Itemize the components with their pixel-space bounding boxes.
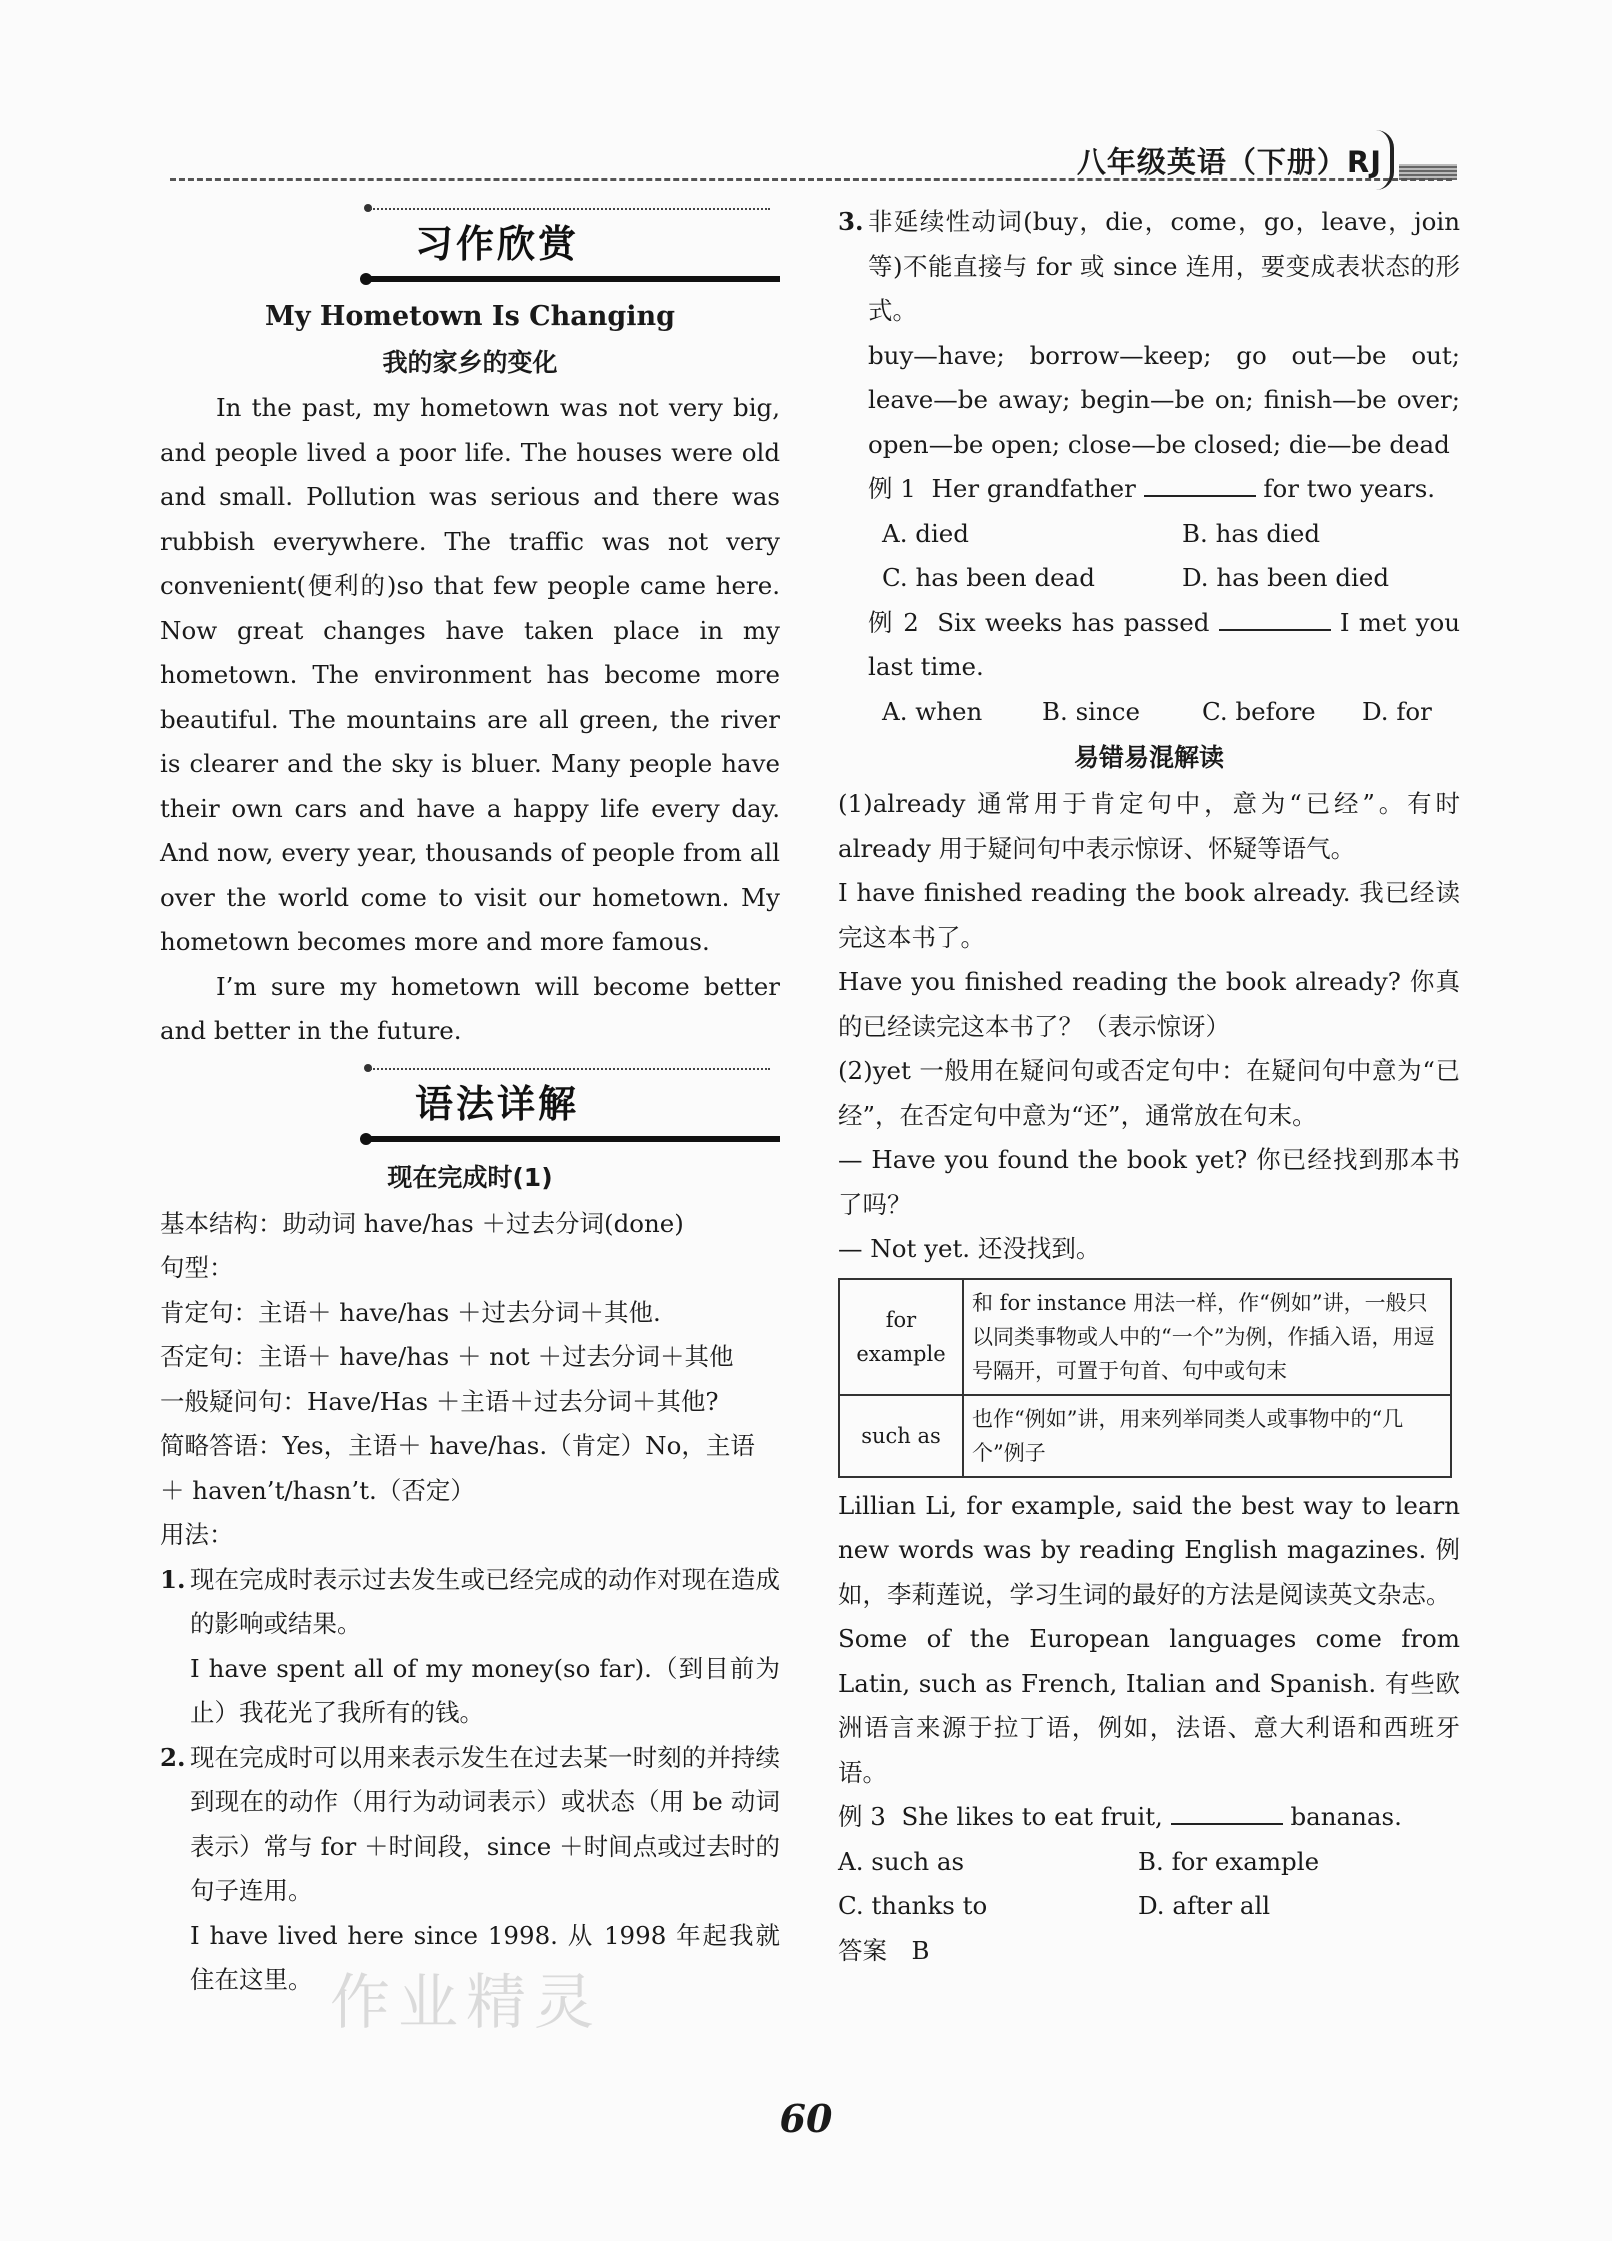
option: C. has been dead: [882, 563, 1095, 592]
usage-text: 现在完成时表示过去发生或已经完成的动作对现在造成的影响或结果。: [190, 1564, 780, 1638]
confusion-example: — Not yet. 还没找到。: [838, 1234, 1101, 1263]
table-value: 也作“例如”讲，用来列举同类人或事物中的“几个”例子: [963, 1395, 1451, 1477]
option: D. has been died: [1182, 563, 1390, 592]
grammar-section-label: 语法详解: [415, 1081, 580, 1126]
grammar-question: 一般疑问句：Have/Has ＋主语＋过去分词＋其他?: [160, 1386, 719, 1416]
grammar-usage-label: 用法：: [160, 1520, 234, 1549]
confusion-sentence: Lillian Li, for example, said the best way to learn new words was by reading English magazines. 例如，李莉莲说，学习生词的最好的方法是阅读英文杂志。: [838, 1490, 1460, 1609]
page-header: [0, 120, 1612, 200]
option: A. when: [882, 696, 983, 726]
watermark: 作业精灵: [330, 1968, 602, 2038]
banner-underline: [370, 276, 780, 282]
usage-example: I have lived here since 1998. 从 1998 年起我就住在这里。: [190, 1920, 780, 1994]
option: D. after all: [1138, 1891, 1271, 1920]
answer-blank: [1219, 603, 1331, 631]
usage-text: 非延续性动词(buy，die，come，go，leave，join 等)不能直接与 for 或 since 连用，要变成表状态的形式。: [868, 207, 1460, 325]
option: B. for example: [1138, 1846, 1320, 1876]
option: C. before: [1202, 696, 1316, 726]
grammar-basic: 基本结构：助动词 have/has ＋过去分词(done): [160, 1208, 684, 1238]
usage-item: [160, 1558, 780, 1647]
option: C. thanks to: [838, 1891, 988, 1920]
banner-topline: [370, 208, 770, 210]
example-1: [838, 467, 1460, 512]
example-text: She likes to eat fruit,: [901, 1802, 1163, 1831]
confusion-point-2: (2)yet 一般用在疑问句或否定句中：在疑问句中意为“已经”，在否定句中意为“还”，通常放在句末。: [838, 1056, 1460, 1130]
essay-section-label: 习作欣赏: [415, 222, 580, 266]
option: D. for: [1362, 696, 1432, 726]
grammar-affirmative: 肯定句：主语＋ have/has ＋过去分词＋其他.: [160, 1297, 661, 1327]
page-number: 60: [779, 2096, 833, 2141]
confusion-point-1: (1)already 通常用于肯定句中，意为“已经”。有时 already 用于疑问句中表示惊讶、怀疑等语气。: [838, 789, 1460, 863]
usage-example: I have spent all of my money(so far).（到目前为止）我花光了我所有的钱。: [190, 1653, 780, 1727]
confusion-example: Have you finished reading the book already? 你真的已经读完这本书了？（表示惊讶）: [838, 967, 1460, 1041]
table-key: such as: [839, 1395, 963, 1477]
option: A. died: [882, 518, 969, 548]
answer-blank: [1144, 469, 1256, 497]
header-divider: [170, 178, 1452, 181]
left-column: [160, 200, 780, 2003]
table-key: for example: [839, 1279, 963, 1395]
usage-number: 2.: [160, 1742, 186, 1772]
header-bracket: [1376, 130, 1394, 190]
grammar-negative: 否定句：主语＋ have/has ＋ not ＋过去分词＋其他: [160, 1342, 734, 1371]
answer-blank: [1171, 1797, 1283, 1825]
example-label: 例 2: [868, 607, 919, 637]
example-label: 例 3: [838, 1802, 886, 1831]
usage-number: 3.: [838, 207, 864, 236]
option: B. since: [1042, 696, 1140, 726]
confusion-example: — Have you found the book yet? 你已经找到那本书了吗？: [838, 1145, 1460, 1219]
grammar-short-answer: 简略答语：Yes，主语＋ have/has.（肯定）No，主语 ＋ haven’t/hasn’t.（否定）: [160, 1431, 755, 1505]
essay-paragraph: In the past, my hometown was not very big, and people lived a poor life. The houses were old and small. Pollution was serious and there was rubbish everywhere. The traffic was not very convenient(便利的)so that few people came here. Now great changes have taken place in my hometown. The environment has become more beautiful. The mountains are all green, the river is clearer and the sky is bluer. Many people have their own cars and have a happy life every day. And now, every year, thousands of people from all over the world come to visit our hometown. My hometown becomes more and more famous.: [160, 393, 780, 956]
banner-topline: [370, 1068, 770, 1070]
usage-text: 现在完成时可以用来表示发生在过去某一时刻的并持续到现在的动作（用行为动词表示）或状态（用 be 动词表示）常与 for ＋时间段，since ＋时间点或过去时的句子连用。: [190, 1742, 780, 1905]
table-value: 和 for instance 用法一样，作“例如”讲，一般只以同类事物或人中的“一个”为例，作插入语，用逗号隔开，可置于句首、句中或句末: [963, 1279, 1451, 1395]
option: A. such as: [838, 1846, 965, 1876]
grammar-title: 现在完成时(1): [387, 1162, 553, 1192]
example-text: I met you last time.: [868, 607, 1460, 681]
essay-title-cn: 我的家乡的变化: [382, 348, 558, 377]
usage-item: [160, 1736, 780, 1914]
example-3: [838, 1795, 1460, 1840]
verb-pairs: buy—have; borrow—keep; go out—be out; leave—be away; begin—be on; finish—be over; open—be open; close—be closed; die—be dead: [868, 340, 1460, 459]
example-2-options: [838, 690, 1460, 735]
example-text: Six weeks has passed: [937, 607, 1210, 637]
confusion-example: I have finished reading the book already. 我已经读完这本书了。: [838, 878, 1460, 952]
answer: 答案 B: [838, 1935, 930, 1965]
confusion-sentence: Some of the European languages come from Latin, such as French, Italian and Spanish. 有些欧洲语言来源于拉丁语，例如，法语、意大利语和西班牙语。: [838, 1624, 1460, 1787]
right-column: [838, 200, 1460, 1973]
comparison-table: [838, 1278, 1452, 1478]
banner-underline: [370, 1136, 780, 1142]
option: B. has died: [1182, 518, 1321, 548]
table-row: [839, 1279, 1451, 1395]
header-title: 八年级英语（下册）RJ: [1076, 145, 1382, 179]
table-row: [839, 1395, 1451, 1477]
example-label: 例 1: [868, 474, 916, 503]
example-text: for two years.: [1263, 474, 1436, 503]
grammar-patterns-label: 句型：: [160, 1253, 234, 1282]
example-1-options: [838, 512, 1460, 601]
grammar-banner: [160, 1064, 780, 1154]
example-2: [838, 601, 1460, 690]
usage-item: [838, 200, 1460, 334]
usage-number: 1.: [160, 1564, 186, 1594]
example-text: Her grandfather: [931, 474, 1136, 503]
example-text: bananas.: [1290, 1802, 1402, 1831]
essay-paragraph: I’m sure my hometown will become better and better in the future.: [160, 971, 780, 1045]
essay-title-en: My Hometown Is Changing: [264, 301, 676, 332]
example-3-options: [838, 1840, 1460, 1929]
essay-banner: [160, 204, 780, 294]
confusion-title: 易错易混解读: [1073, 743, 1224, 772]
